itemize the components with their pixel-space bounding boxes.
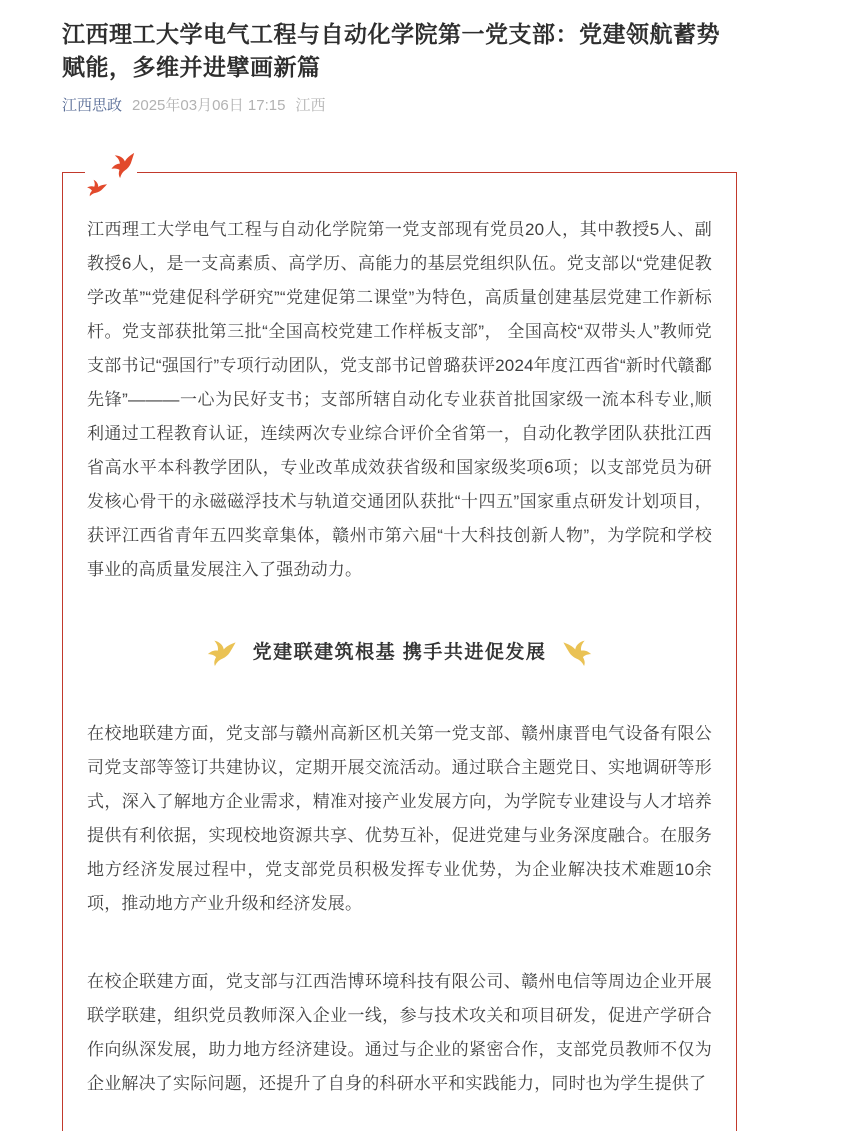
page-title: 江西理工大学电气工程与自动化学院第一党支部：党建领航蓄势赋能，多维并进擘画新篇 [62,21,720,80]
author-link[interactable]: 江西思政 [62,97,123,114]
section-heading-row [87,639,712,667]
article-header [0,0,845,116]
gold-dove-icon [562,640,592,666]
article-content-card [62,172,737,1131]
byline [62,95,845,116]
intro-paragraph: 江西理工大学电气工程与自动化学院第一党支部现有党员20人，其中教授5人、副教授6人，是一支高素质、高学历、高能力的基层党组织队伍。党支部以“党建促教学改革”“党建促科学研究”“党建促第二课堂”为特色，高质量创建基层党建工作新标杆。党支部获批第三批“全国高校党建工作样板支部”， 全国高校“双带头人”教师党支部书记“强国行”专项行动团队，党支部书记曾璐获评2024年度江西省“新时代赣鄱先锋”———一心为民好支书；支部所辖自动化专业获首批国家级一流本科专业,顺利通过工程教育认证，连续两次专业综合评价全省第一，自动化教学团队获批江西省高水平本科教学团队，专业改革成效获省级和国家级奖项6项；以支部党员为研发核心骨干的永磁磁浮技术与轨道交通团队获批“十四五”国家重点研发计划项目，获评江西省青年五四奖章集体，赣州市第六届“十大科技创新人物”，为学院和学校事业的高质量发展注入了强劲动力。 [87,220,712,579]
paragraph-school-enterprise: 在校企联建方面，党支部与江西浩博环境科技有限公司、赣州电信等周边企业开展联学联建，组织党员教师深入企业一线，参与技术攻关和项目研发，促进产学研合作向纵深发展，助力地方经济建设。通过与企业的紧密合作，支部党员教师不仅为企业解决了实际问题，还提升了自身的科研水平和实践能力，同时也为学生提供了 [87,972,712,1093]
red-dove-icon [108,149,139,182]
paragraph-school-local: 在校地联建方面，党支部与赣州高新区机关第一党支部、赣州康晋电气设备有限公司党支部等签订共建协议，定期开展交流活动。通过联合主题党日、实地调研等形式，深入了解地方企业需求，精准对接产业发展方向，为学院专业建设与人才培养提供有利依据，实现校地资源共享、优势互补，促进党建与业务深度融合。在服务地方经济发展过程中，党支部党员积极发挥专业优势，为企业解决技术难题10余项，推动地方产业升级和经济发展。 [87,724,712,913]
publish-datetime: 2025年03月06日 17:15 [132,97,286,114]
doves-decoration [85,151,137,199]
publish-location: 江西 [295,97,326,114]
section-heading: 党建联建筑根基 携手共进促发展 [252,642,547,663]
gold-dove-icon [207,640,237,666]
red-dove-icon [85,177,108,201]
